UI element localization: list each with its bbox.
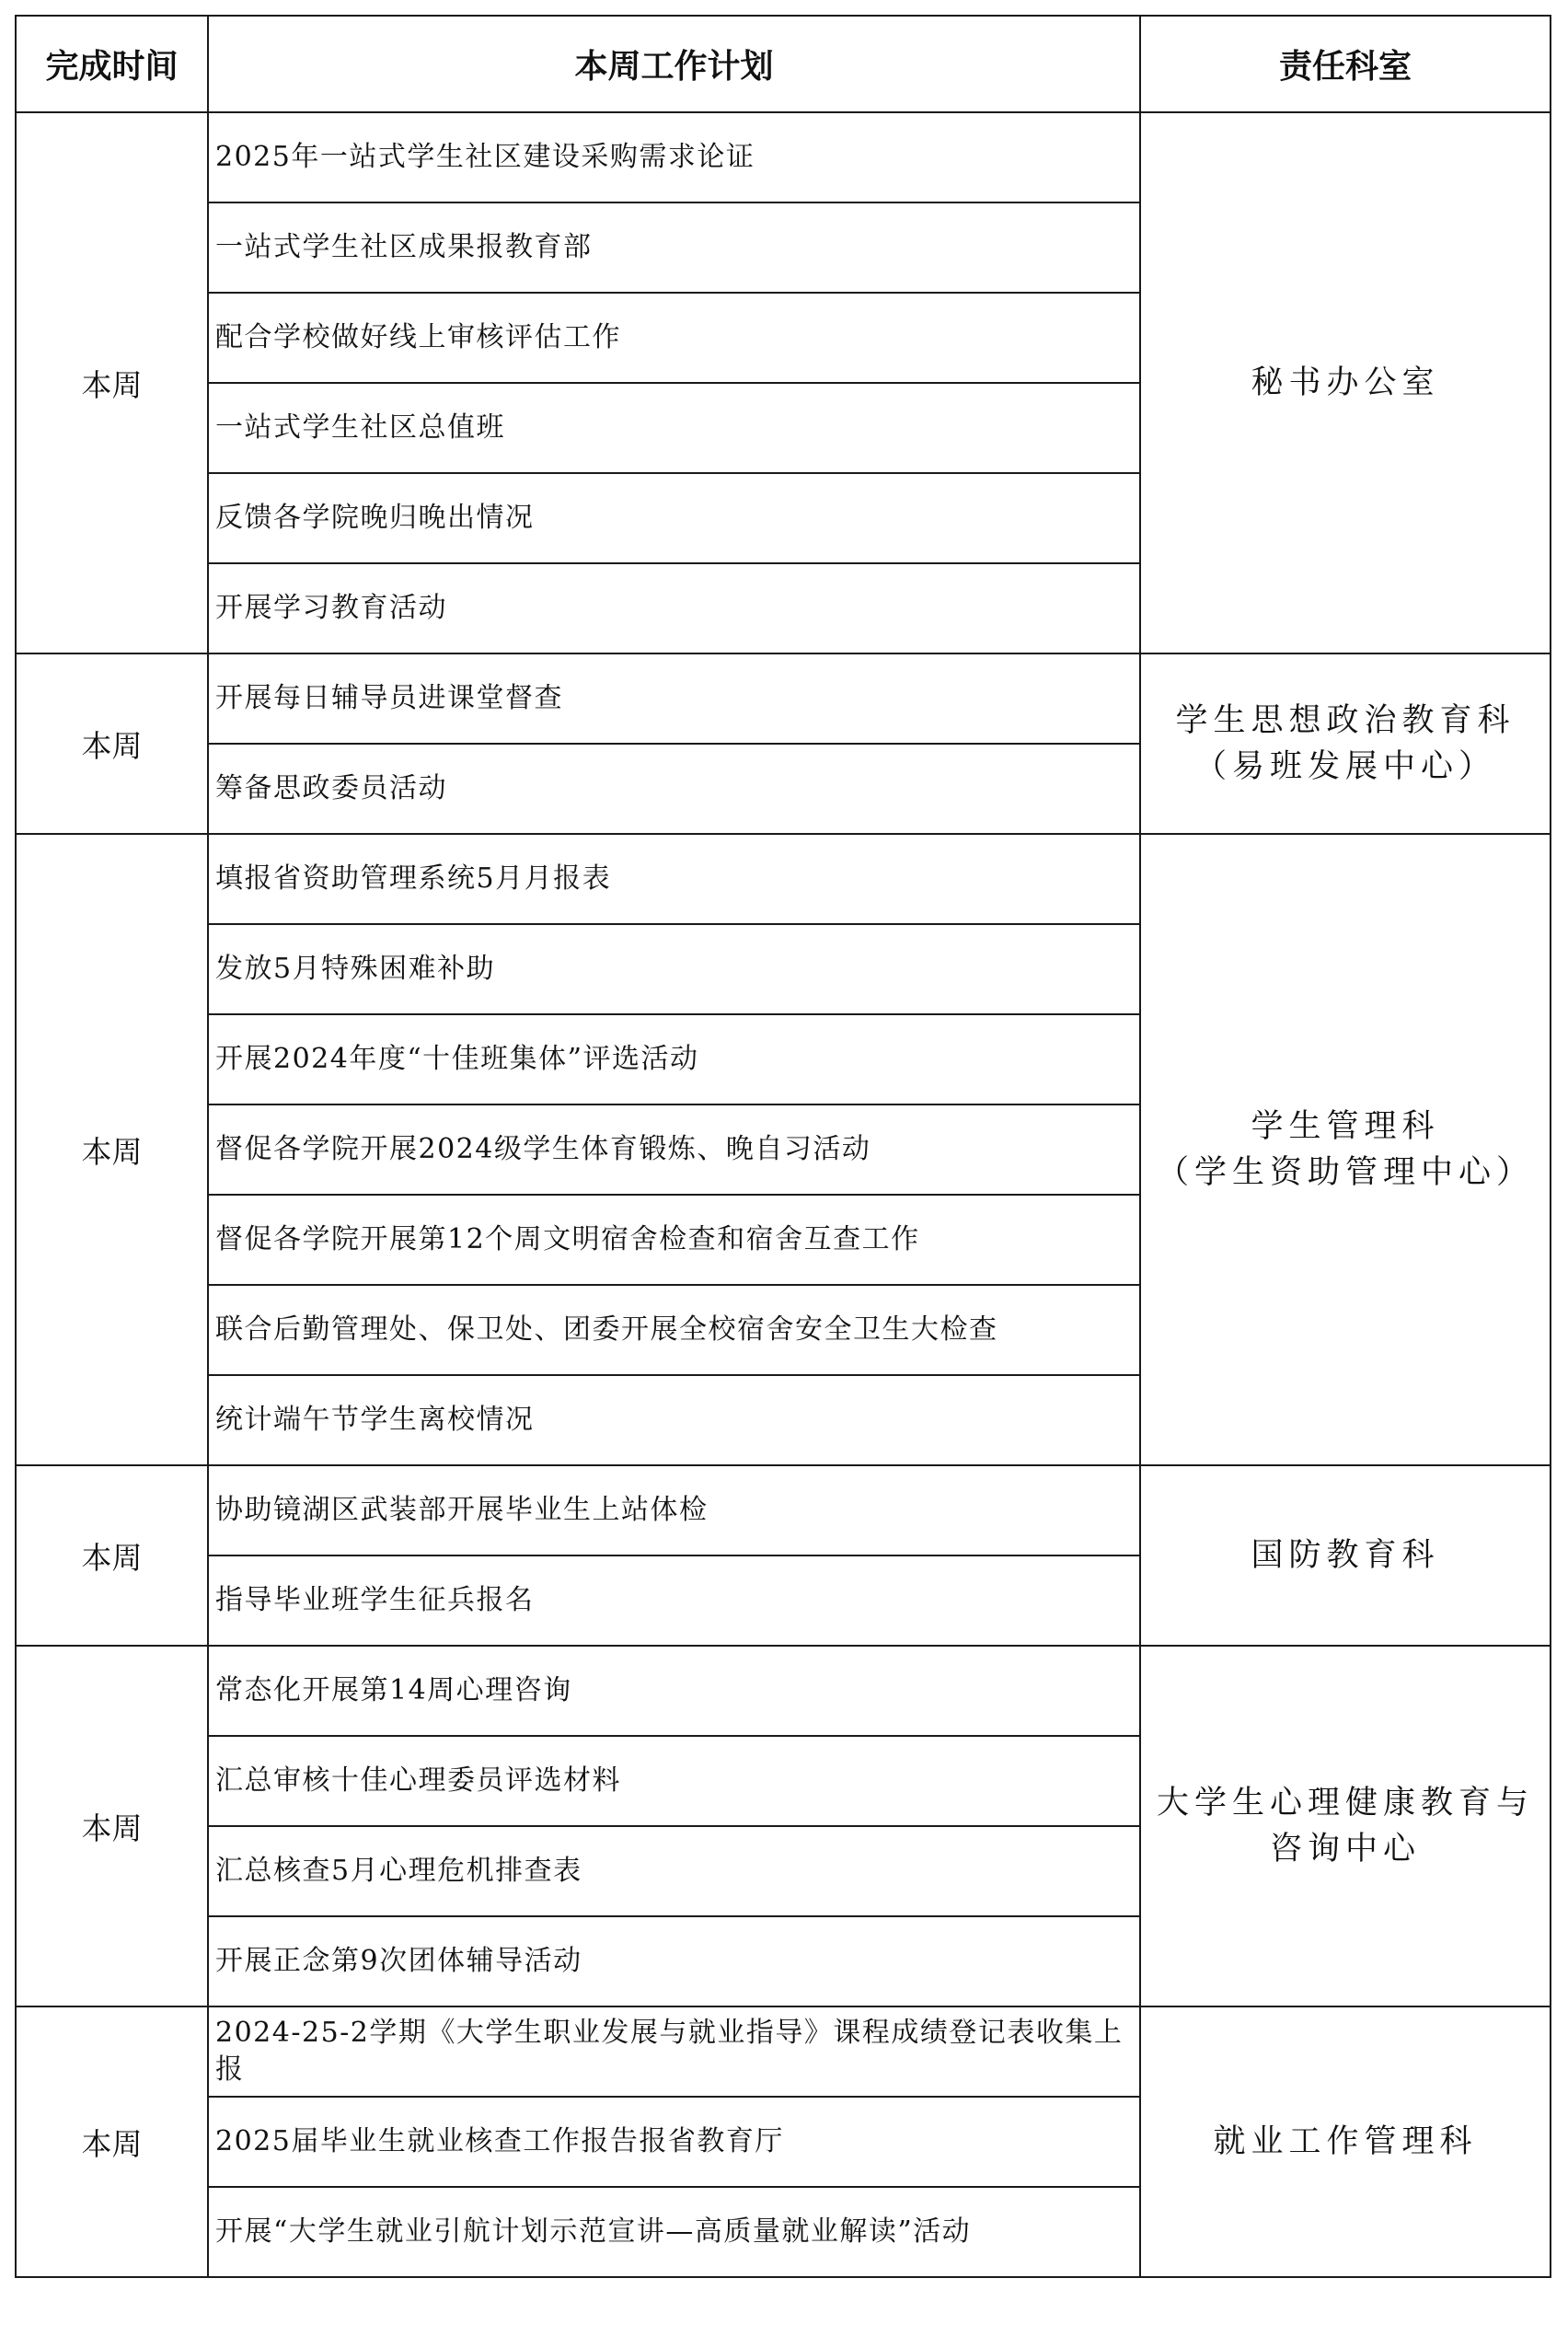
responsible-dept-cell [1140,2006,1551,2277]
table-row [16,1465,1551,1555]
plan-item-cell: 督促各学院开展第12个周文明宿舍检查和宿舍互查工作 [208,1195,1140,1285]
table-row [16,653,1551,744]
dept-name-line: （易班发展中心） [1193,748,1496,785]
work-plan-table [15,15,1551,2278]
plan-item-cell: 一站式学生社区总值班 [208,383,1140,473]
responsible-dept-cell [1140,1646,1551,2006]
completion-time-cell: 本周 [16,112,208,653]
plan-item-cell: 开展“大学生就业引航计划示范宣讲—高质量就业解读”活动 [208,2187,1140,2277]
table-row [16,834,1551,924]
completion-time-cell: 本周 [16,1465,208,1646]
responsible-dept-cell [1140,653,1551,834]
plan-item-cell: 配合学校做好线上审核评估工作 [208,293,1140,383]
header-row [16,16,1551,112]
plan-item-cell: 开展学习教育活动 [208,563,1140,653]
plan-item-cell: 一站式学生社区成果报教育部 [208,202,1140,293]
plan-item-cell: 开展2024年度“十佳班集体”评选活动 [208,1014,1140,1104]
dept-name-line: （学生资助管理中心） [1156,1154,1534,1191]
dept-name-line: 咨询中心 [1269,1831,1421,1868]
plan-item-cell: 反馈各学院晚归晚出情况 [208,473,1140,563]
plan-item-cell: 协助镜湖区武装部开展毕业生上站体检 [208,1465,1140,1555]
plan-item-cell: 常态化开展第14周心理咨询 [208,1646,1140,1736]
plan-item-cell: 开展每日辅导员进课堂督查 [208,653,1140,744]
table-row [16,112,1551,202]
responsible-dept-cell [1140,112,1551,653]
table-body [16,112,1551,2277]
table-row [16,2006,1551,2097]
header-completion-time: 完成时间 [16,16,208,112]
dept-name-line: 学生思想政治教育科 [1175,702,1516,739]
table-header [16,16,1551,112]
plan-item-cell: 汇总核查5月心理危机排查表 [208,1826,1140,1916]
plan-item-cell: 统计端午节学生离校情况 [208,1375,1140,1465]
plan-item-cell: 联合后勤管理处、保卫处、团委开展全校宿舍安全卫生大检查 [208,1285,1140,1375]
plan-item-cell: 填报省资助管理系统5月月报表 [208,834,1140,924]
plan-item-cell: 发放5月特殊困难补助 [208,924,1140,1014]
plan-item-cell: 开展正念第9次团体辅导活动 [208,1916,1140,2006]
dept-name-line: 秘书办公室 [1251,364,1440,401]
plan-item-cell: 2025届毕业生就业核查工作报告报省教育厅 [208,2097,1140,2187]
dept-name-line: 大学生心理健康教育与 [1156,1785,1534,1821]
plan-item-cell: 汇总审核十佳心理委员评选材料 [208,1736,1140,1826]
responsible-dept-cell [1140,1465,1551,1646]
dept-name-line: 就业工作管理科 [1213,2123,1478,2160]
plan-item-cell: 指导毕业班学生征兵报名 [208,1555,1140,1646]
plan-item-cell: 督促各学院开展2024级学生体育锻炼、晚自习活动 [208,1104,1140,1195]
completion-time-cell: 本周 [16,2006,208,2277]
dept-name-line: 学生管理科 [1251,1108,1440,1145]
dept-name-line: 国防教育科 [1251,1537,1440,1574]
header-weekly-plan: 本周工作计划 [208,16,1140,112]
completion-time-cell: 本周 [16,834,208,1465]
completion-time-cell: 本周 [16,653,208,834]
responsible-dept-cell [1140,834,1551,1465]
plan-item-cell: 筹备思政委员活动 [208,744,1140,834]
completion-time-cell: 本周 [16,1646,208,2006]
plan-item-cell: 2024-25-2学期《大学生职业发展与就业指导》课程成绩登记表收集上报 [208,2006,1140,2097]
table-row [16,1646,1551,1736]
header-responsible-dept: 责任科室 [1140,16,1551,112]
plan-item-cell: 2025年一站式学生社区建设采购需求论证 [208,112,1140,202]
